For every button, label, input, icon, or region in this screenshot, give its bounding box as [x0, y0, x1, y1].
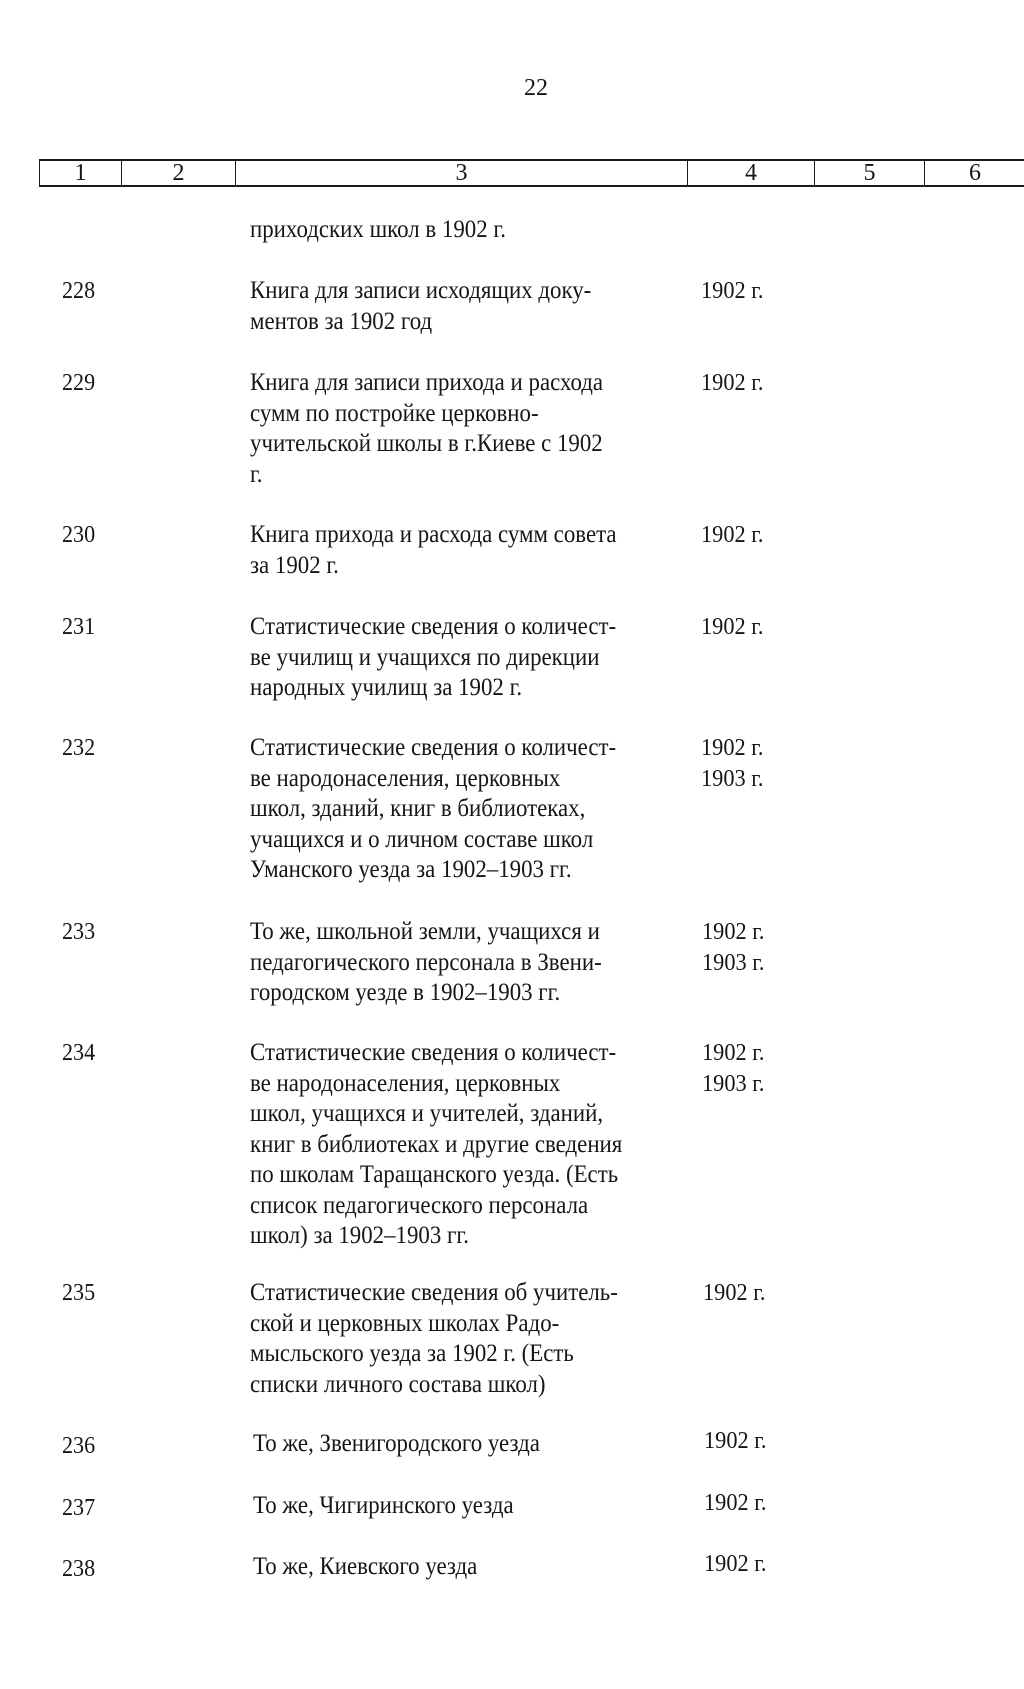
date-value: 1902 г.: [704, 1490, 767, 1516]
description-line: Статистические сведения о количест-: [250, 734, 617, 761]
description-line: за 1902 г.: [250, 551, 339, 579]
description-line: по школам Таращанского уезда. (Есть: [250, 1161, 619, 1188]
column-header-6: 6: [969, 160, 981, 186]
description-line: Статистические сведения о количест-: [250, 613, 617, 640]
entry-dates: [701, 276, 768, 307]
description-line: То же, школьной земли, учащихся и: [250, 918, 600, 945]
description-line: Книга для записи прихода и расхода: [250, 369, 604, 396]
entry-description: [250, 276, 710, 337]
description-line: мысльского уезда за 1902 г. (Есть: [250, 1340, 574, 1367]
date-value: 1902 г.: [702, 1040, 765, 1066]
entry-number: 236: [62, 1433, 96, 1459]
date-value: 1902 г.: [701, 614, 764, 640]
column-header-4: 4: [688, 161, 815, 185]
entry-dates: [704, 1488, 771, 1519]
date-value: 1902 г.: [701, 735, 764, 761]
entry-dates: [703, 1278, 770, 1309]
entry-number: 237: [62, 1495, 96, 1521]
entry-number: 229: [62, 370, 96, 396]
description-line: ве народонаселения, церковных: [250, 764, 561, 792]
entry-number: 232: [62, 735, 96, 761]
description-line: Книга для записи исходящих доку-: [250, 277, 592, 304]
date-value: 1902 г.: [702, 919, 765, 945]
description-line: список педагогического персонала: [250, 1191, 589, 1219]
description-line: ве училищ и учащихся по дирекции: [250, 643, 600, 671]
date-value: 1902 г.: [704, 1428, 767, 1454]
column-header-row: [39, 159, 1024, 187]
description-line: книг в библиотеках и другие сведения: [250, 1130, 623, 1158]
entry-number: 238: [62, 1556, 96, 1582]
date-value: 1902 г.: [704, 1551, 767, 1577]
description-line: ской и церковных школах Радо-: [250, 1309, 560, 1337]
description-line: городском уезде в 1902–1903 гг.: [250, 979, 561, 1006]
description-line: То же, Звенигородского уезда: [253, 1430, 540, 1457]
entry-description: [250, 520, 710, 581]
description-line: учащихся и о личном составе школ: [250, 825, 594, 853]
entry-number: 233: [62, 919, 96, 945]
entry-dates: [702, 917, 769, 978]
date-value: 1902 г.: [703, 1280, 766, 1306]
description-line: Уманского уезда за 1902–1903 гг.: [250, 856, 572, 883]
description-line: сумм по постройке церковно-: [250, 399, 539, 427]
column-header-1: 1: [40, 161, 122, 185]
description-line: школ, учащихся и учителей, зданий,: [250, 1100, 604, 1127]
entry-number: 231: [62, 614, 96, 640]
description-line: То же, Чигиринского уезда: [253, 1492, 514, 1519]
entry-description: [250, 368, 710, 490]
entry-number: 235: [62, 1280, 96, 1306]
entry-dates: [701, 520, 768, 551]
description-line: народных училищ за 1902 г.: [250, 674, 523, 701]
entry-dates: [701, 733, 768, 794]
date-value: 1903 г.: [702, 949, 765, 976]
date-value: 1903 г.: [701, 765, 764, 792]
entry-description: [253, 1491, 713, 1522]
entry-dates: [701, 368, 768, 399]
entry-dates: [704, 1549, 771, 1580]
entry-description: [250, 1278, 710, 1400]
entry-dates: [702, 1038, 769, 1099]
description-line: г.: [250, 460, 263, 488]
description-line: Книга прихода и расхода сумм совета: [250, 521, 617, 548]
description-line: ментов за 1902 год: [250, 307, 433, 335]
page-number: 22: [524, 75, 548, 101]
entry-description: [250, 612, 710, 704]
description-line: Статистические сведения об учитель-: [250, 1279, 618, 1306]
description-line: учительской школы в г.Киеве с 1902: [250, 430, 603, 457]
date-value: 1903 г.: [702, 1070, 765, 1097]
description-line: педагогического персонала в Звени-: [250, 948, 602, 976]
description-line: школ, зданий, книг в библиотеках,: [250, 795, 586, 822]
entry-number: 228: [62, 278, 96, 304]
entry-number: 230: [62, 522, 96, 548]
date-value: 1902 г.: [701, 522, 764, 548]
entry-description: [250, 1038, 710, 1252]
description-line: списки личного состава школ): [250, 1370, 546, 1398]
column-header-5: 5: [815, 161, 925, 185]
description-line: ве народонаселения, церковных: [250, 1069, 561, 1097]
description-line: приходских школ в 1902 г.: [250, 216, 506, 243]
description-line: То же, Киевского уезда: [253, 1553, 478, 1580]
date-value: 1902 г.: [701, 278, 764, 304]
column-header-2: 2: [122, 161, 236, 185]
entry-description: [250, 733, 710, 886]
entry-description: [253, 1429, 713, 1460]
description-line: Статистические сведения о количест-: [250, 1039, 617, 1066]
entry-description: [250, 917, 710, 1009]
entry-dates: [701, 612, 768, 643]
continuation-text: [250, 215, 710, 246]
column-header-3: 3: [236, 161, 688, 185]
entry-description: [253, 1552, 713, 1583]
description-line: школ) за 1902–1903 гг.: [250, 1222, 469, 1249]
date-value: 1902 г.: [701, 370, 764, 396]
entry-dates: [704, 1426, 771, 1457]
entry-number: 234: [62, 1040, 96, 1066]
